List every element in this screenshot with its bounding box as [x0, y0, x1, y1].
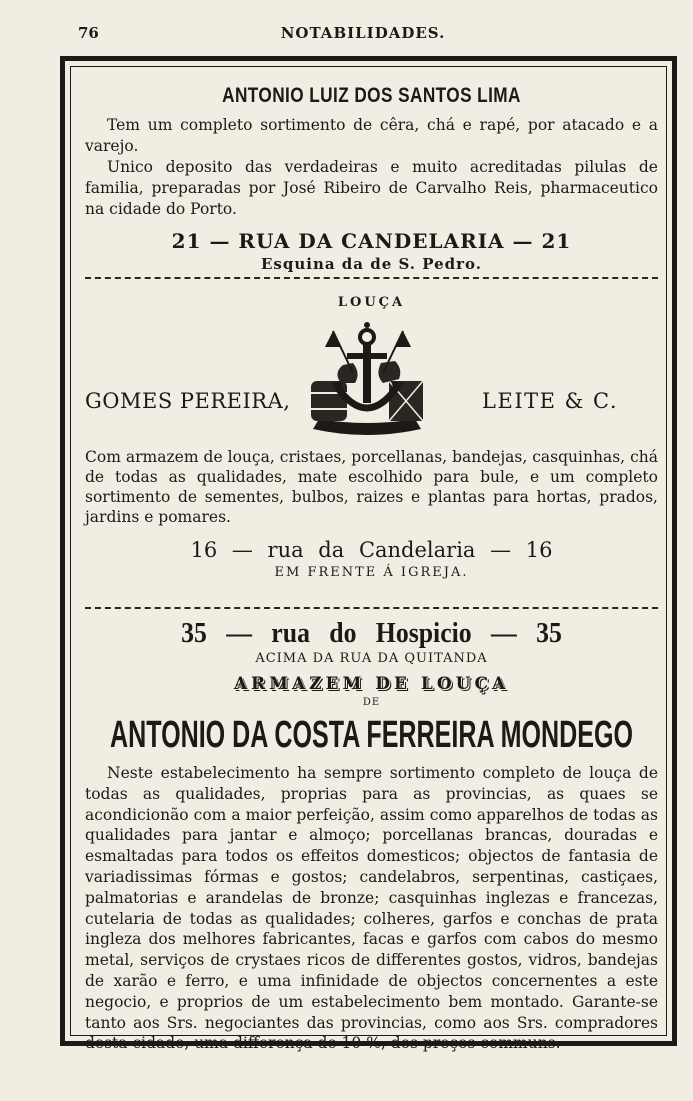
page-number: 76 — [78, 24, 99, 42]
advert-paragraph: Tem um completo sortimento de cêra, chá e rapé, por atacado e a varejo. — [85, 116, 658, 155]
section-divider — [85, 277, 658, 279]
advert-sub-address: ACIMA DA RUA DA QUITANDA — [255, 651, 488, 666]
advert-address: 35 — rua do Hospicio — 35 — [181, 618, 562, 649]
advert-owner: ANTONIO DA COSTA FERREIRA MONDEGO — [110, 714, 633, 756]
firm-name-left: GOMES PEREIRA, — [85, 389, 291, 413]
advert-paragraph: Com armazem de louça, cristaes, porcellanas, bandejas, casquinhas, chá de todas as qualidades, mate escolhido para bule, e um completo sortimento de sementes, bulbos, raizes e plantas para hortas, prados, jardins e pomares. — [85, 448, 658, 526]
advert-mondego — [85, 617, 658, 1054]
advert-address: 21 — RUA DA CANDELARIA — 21 — [171, 229, 572, 253]
advert-location: EM FRENTE Á IGREJA. — [274, 565, 469, 580]
page-header — [78, 24, 648, 46]
firm-name-row — [85, 317, 658, 437]
advert-santos-lima — [85, 81, 658, 274]
advert-paragraph: Neste estabelecimento ha sempre sortimento completo de louça de todas as qualidades, proprias para as provincias, as quaes se acondicionão com a maior perfeição, assim como apparelhos de todas as qualidades para jantar e almoço; porcellanas brancas, douradas e esmaltadas para todos os effeitos domesticos; objectos de fantasia de variadissimas fórmas e gostos; candelabros, serpentinas, castiçaes, palmatorias e arandelas de bronze; casquinhas inglezas e francezas, cutelaria de todas as qualidades; colheres, garfos e conchas de prata ingleza dos melhores fabricantes, facas e garfos com cabos do mesmo metal, serviços de crystaes ricos de differentes gostos, vidros, bandejas de xarão e ferro, e uma infinidade de objectos concernentes a este negocio, e proprios de um estabelecimento bem montado. Garante-se tanto aos Srs. negociantes das provincias, como aos Srs. compradores desta cidade, uma differença de 10 %, dos preços communs. — [85, 764, 658, 1053]
crockery-trophy-icon — [303, 317, 431, 437]
section-divider — [85, 607, 658, 609]
advert-heading: LOUÇA — [337, 295, 406, 310]
advert-frame — [60, 56, 677, 1053]
advert-name: ANTONIO LUIZ DOS SANTOS LIMA — [222, 84, 521, 107]
advert-paragraph: Unico deposito das verdadeiras e muito acreditadas pilulas de familia, preparadas por José Ribeiro de Carvalho Reis, pharmaceutico na cidade do Porto. — [85, 158, 658, 218]
running-title: NOTABILIDADES. — [280, 24, 446, 42]
firm-name-right: LEITE & C. — [482, 389, 618, 413]
advert-address: 16 — rua da Candelaria — 16 — [190, 538, 553, 562]
advert-gomes-pereira — [85, 293, 658, 583]
advert-corner: Esquina da de S. Pedro. — [260, 255, 483, 273]
advert-connector: DE — [362, 697, 381, 708]
advert-title: ARMAZEM DE LOUÇA — [233, 674, 510, 694]
